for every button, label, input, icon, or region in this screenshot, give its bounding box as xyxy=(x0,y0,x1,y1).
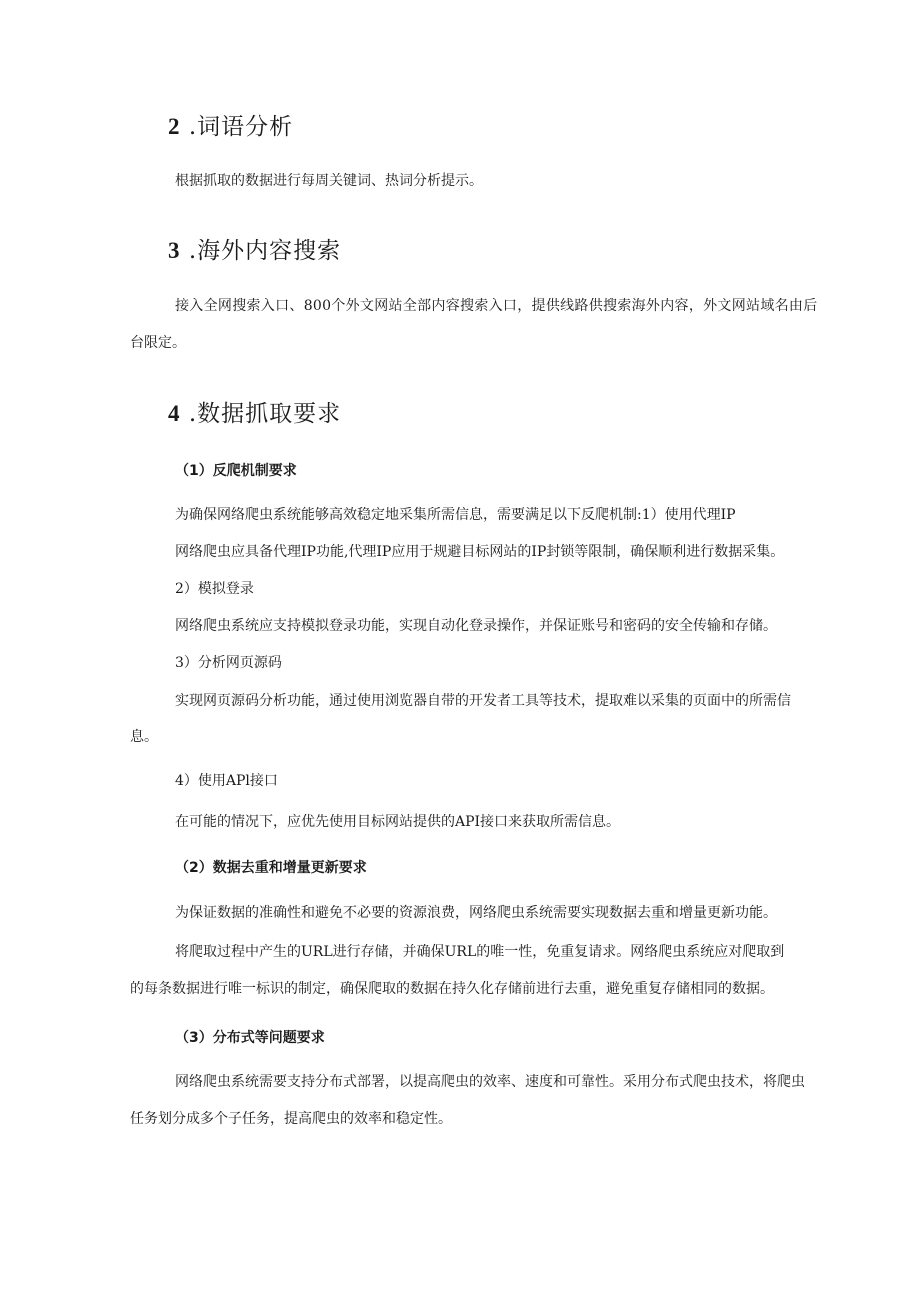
section-4-number: 4 xyxy=(168,401,181,426)
section-3-title: .海外内容搜索 xyxy=(188,238,342,264)
subsection-3-paragraph-line1: 网络爬虫系统需要支持分布式部署，以提高爬虫的效率、速度和可靠性。采用分布式爬虫技术，将爬虫 xyxy=(175,1074,805,1090)
subsection-1-intro: 为确保网络爬虫系统能够高效稳定地采集所需信息，需要满足以下反爬机制:1）使用代理IP xyxy=(175,507,736,523)
subsection-3-paragraph-line2: 任务划分成多个子任务，提高爬虫的效率和稳定性。 xyxy=(130,1111,452,1127)
section-2-title: .词语分析 xyxy=(188,114,294,140)
section-3-number: 3 xyxy=(168,238,181,263)
item-3-description-line1: 实现网页源码分析功能，通过使用浏览器自带的开发者工具等技术，提取难以采集的页面中的所需信 xyxy=(175,693,791,709)
item-4-label: 4）使用APl接口 xyxy=(175,773,278,789)
subsection-1-heading: （1）反爬机制要求 xyxy=(175,463,297,479)
subsection-2-paragraph-2-line2: 的每条数据进行唯一标识的制定，确保爬取的数据在持久化存储前进行去重，避免重复存储相同的数据。 xyxy=(130,981,774,997)
item-3-label: 3）分析网页源码 xyxy=(175,655,282,671)
item-2-description: 网络爬虫系统应支持模拟登录功能，实现自动化登录操作，并保证账号和密码的安全传输和存储。 xyxy=(175,618,777,634)
section-3-paragraph-line1: 接入全网搜索入口、800个外文网站全部内容搜索入口，提供线路供搜索海外内容，外文网站域名由后 xyxy=(175,298,818,314)
section-2-heading xyxy=(168,108,293,141)
subsection-2-heading: （2）数据去重和增量更新要求 xyxy=(175,860,367,876)
section-4-heading xyxy=(168,395,341,428)
item-2-label: 2）模拟登录 xyxy=(175,581,254,597)
section-3-paragraph-line2: 台限定。 xyxy=(130,335,186,351)
subsection-3-heading: （3）分布式等问题要求 xyxy=(175,1030,325,1046)
section-2-paragraph: 根据抓取的数据进行每周关键词、热词分析提示。 xyxy=(175,173,483,189)
subsection-2-paragraph-2-line1: 将爬取过程中产生的URL进行存储，并确保URL的唯一性，免重复请求。网络爬虫系统应对爬取到 xyxy=(175,944,785,960)
proxy-ip-description: 网络爬虫应具备代理IP功能,代理IP应用于规避目标网站的IP封锁等限制，确保顺利进行数据采集。 xyxy=(175,544,785,560)
item-4-description: 在可能的情况下，应优先使用目标网站提供的API接口来获取所需信息。 xyxy=(175,814,621,830)
section-4-title: .数据抓取要求 xyxy=(188,401,342,427)
subsection-2-paragraph-1: 为保证数据的准确性和避免不必要的资源浪费，网络爬虫系统需要实现数据去重和增量更新功能。 xyxy=(175,905,777,921)
section-3-heading xyxy=(168,232,341,265)
item-3-description-line2: 息。 xyxy=(130,729,158,745)
section-2-number: 2 xyxy=(168,114,181,139)
